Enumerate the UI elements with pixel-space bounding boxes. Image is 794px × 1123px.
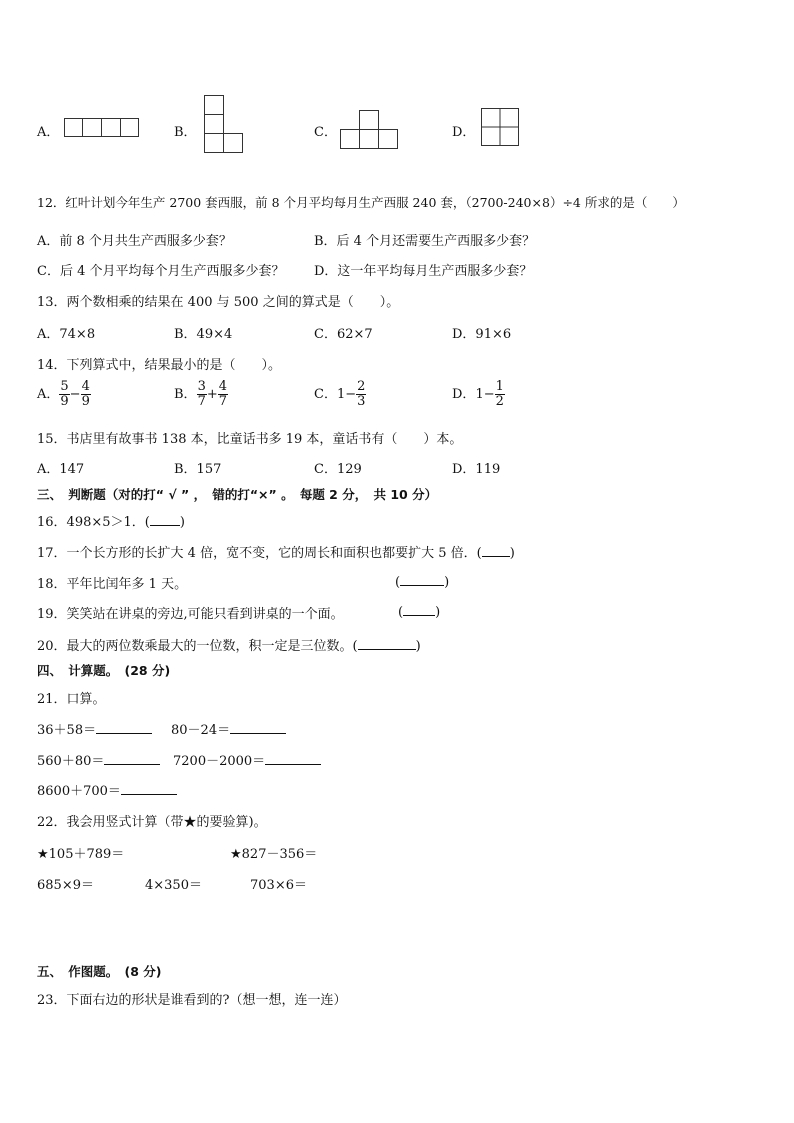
figure-a-four-squares-row: [64, 118, 140, 138]
fraction: [218, 380, 228, 409]
denominator: 3: [357, 394, 366, 409]
numerator: 4: [218, 379, 228, 394]
fraction: [59, 380, 69, 409]
q15-option-d: D．119: [452, 462, 501, 477]
q16-text: 16．498×5＞1．(: [37, 515, 150, 530]
q21-expr-4: [173, 750, 321, 769]
q22-expr-2: ★827－356＝: [230, 847, 318, 862]
q18-answer: [395, 573, 449, 590]
numerator: 2: [357, 379, 366, 394]
fraction: [81, 380, 91, 409]
fraction: [197, 380, 207, 409]
q12-option-b: B．后 4 个月还需要生产西服多少套？: [314, 234, 536, 249]
paren-close: ): [415, 639, 421, 654]
q14-c-label: C．: [314, 387, 337, 402]
one-minus: 1−: [336, 387, 357, 402]
figure-c-t-shape: [340, 110, 398, 150]
q22-expr-5: 703×6＝: [250, 878, 307, 893]
q12-option-a: A．前 8 个月共生产西服多少套？: [37, 234, 232, 249]
q14-b-label: B．: [174, 387, 197, 402]
q12-option-d: D．这一年平均每月生产西服多少套？: [314, 264, 533, 279]
denominator: 9: [60, 394, 69, 409]
plus-sign: +: [206, 387, 218, 402]
q13-option-b: B．49×4: [174, 327, 233, 342]
answer-blank[interactable]: [96, 721, 152, 734]
answer-blank[interactable]: [403, 603, 435, 616]
q15-option-c: C．129: [314, 462, 362, 477]
figure-d-square-grid: [481, 108, 520, 147]
q20-text: 20．最大的两位数乘最大的一位数，积一定是三位数。(: [37, 639, 358, 654]
paren-close: ): [179, 515, 185, 530]
q14-d-label: D．: [452, 387, 476, 402]
figure-b-l-shape: [204, 95, 244, 153]
answer-blank[interactable]: [358, 637, 416, 650]
denominator: 9: [81, 394, 90, 409]
q18: [37, 573, 187, 592]
expression: 7200－2000＝: [173, 754, 266, 769]
fraction: [495, 380, 505, 409]
section-3-heading: 三、 判断题（对的打“ √ ” ， 错的打“×” 。 每题 2 分， 共 10 分）: [37, 487, 438, 502]
minus-sign: −: [69, 387, 81, 402]
expression: 8600＋700＝: [37, 784, 121, 799]
paren-close: ): [435, 605, 441, 620]
q13-option-d: D．91×6: [452, 327, 512, 342]
q17: [37, 542, 515, 561]
q16: [37, 511, 185, 530]
q21-expr-5: [37, 780, 177, 799]
paren-open: (: [395, 575, 401, 590]
q21-expr-3: [37, 750, 160, 769]
q13-option-c: C．62×7: [314, 327, 373, 342]
numerator: 4: [81, 379, 90, 394]
q22-expr-4: 4×350＝: [145, 878, 202, 893]
expression: 36＋58＝: [37, 723, 97, 738]
q15-option-b: B．157: [174, 462, 222, 477]
fraction: [356, 380, 366, 409]
numerator: 5: [60, 379, 69, 394]
option-d-label: D．: [452, 125, 476, 140]
q23-stem: 23．下面右边的形状是谁看到的?（想一想，连一连）: [37, 993, 347, 1008]
q14-a-label: A．: [37, 387, 60, 402]
q22-expr-1: ★105＋789＝: [37, 847, 125, 862]
q15-stem: 15．书店里有故事书 138 本，比童话书多 19 本，童话书有（ ）本。: [37, 432, 463, 447]
q13-stem: 13．两个数相乘的结果在 400 与 500 之间的算式是（ ）。: [37, 295, 400, 310]
answer-blank[interactable]: [121, 782, 177, 795]
q14-option-a: [37, 380, 91, 409]
q20: [37, 635, 421, 654]
one-minus: 1−: [475, 387, 495, 402]
option-b-label: B．: [174, 125, 197, 140]
expression: 80－24＝: [171, 723, 231, 738]
q22-expr-3: 685×9＝: [37, 878, 94, 893]
q18-text: 18．平年比闰年多 1 天。: [37, 577, 188, 592]
option-c-label: C．: [314, 125, 337, 140]
q15-option-a: A．147: [37, 462, 85, 477]
q13-option-a: A．74×8: [37, 327, 96, 342]
q19-text: 19．笑笑站在讲桌的旁边,可能只看到讲桌的一个面。: [37, 607, 344, 622]
denominator: 2: [495, 394, 504, 409]
q22-stem: 22．我会用竖式计算（带★的要验算)。: [37, 815, 267, 830]
denominator: 7: [218, 394, 228, 409]
q14-option-b: [174, 380, 228, 409]
numerator: 3: [197, 379, 206, 394]
option-a-label: A．: [37, 125, 60, 140]
paren-close: ): [509, 546, 515, 561]
denominator: 7: [197, 394, 206, 409]
paren-close: ): [444, 575, 450, 590]
q17-text: 17．一个长方形的长扩大 4 倍，宽不变，它的周长和面积也都要扩大 5 倍．(: [37, 546, 482, 561]
q14-stem: 14．下列算式中，结果最小的是（ ）。: [37, 358, 282, 373]
paren-open: (: [398, 605, 404, 620]
answer-blank[interactable]: [482, 544, 510, 557]
q12-stem: 12．红叶计划今年生产 2700 套西服，前 8 个月平均每月生产西服 240 套，（2700-240×8）÷4 所求的是（ ）: [37, 195, 685, 210]
answer-blank[interactable]: [265, 752, 321, 765]
q21-expr-1: [37, 719, 152, 738]
answer-blank[interactable]: [400, 573, 444, 586]
q19-answer: [398, 603, 440, 620]
answer-blank[interactable]: [104, 752, 160, 765]
answer-blank[interactable]: [230, 721, 286, 734]
section-4-heading: 四、 计算题。 (28 分): [37, 663, 171, 678]
answer-blank[interactable]: [150, 513, 180, 526]
expression: 560＋80＝: [37, 754, 105, 769]
q14-option-d: [452, 380, 505, 409]
section-5-heading: 五、 作图题。 (8 分): [37, 964, 162, 979]
q12-option-c: C．后 4 个月平均每个月生产西服多少套？: [37, 264, 285, 279]
q21-expr-2: [171, 719, 286, 738]
q19: [37, 603, 344, 622]
q14-option-c: [314, 380, 366, 409]
q21-stem: 21．口算。: [37, 692, 106, 707]
numerator: 1: [495, 379, 504, 394]
